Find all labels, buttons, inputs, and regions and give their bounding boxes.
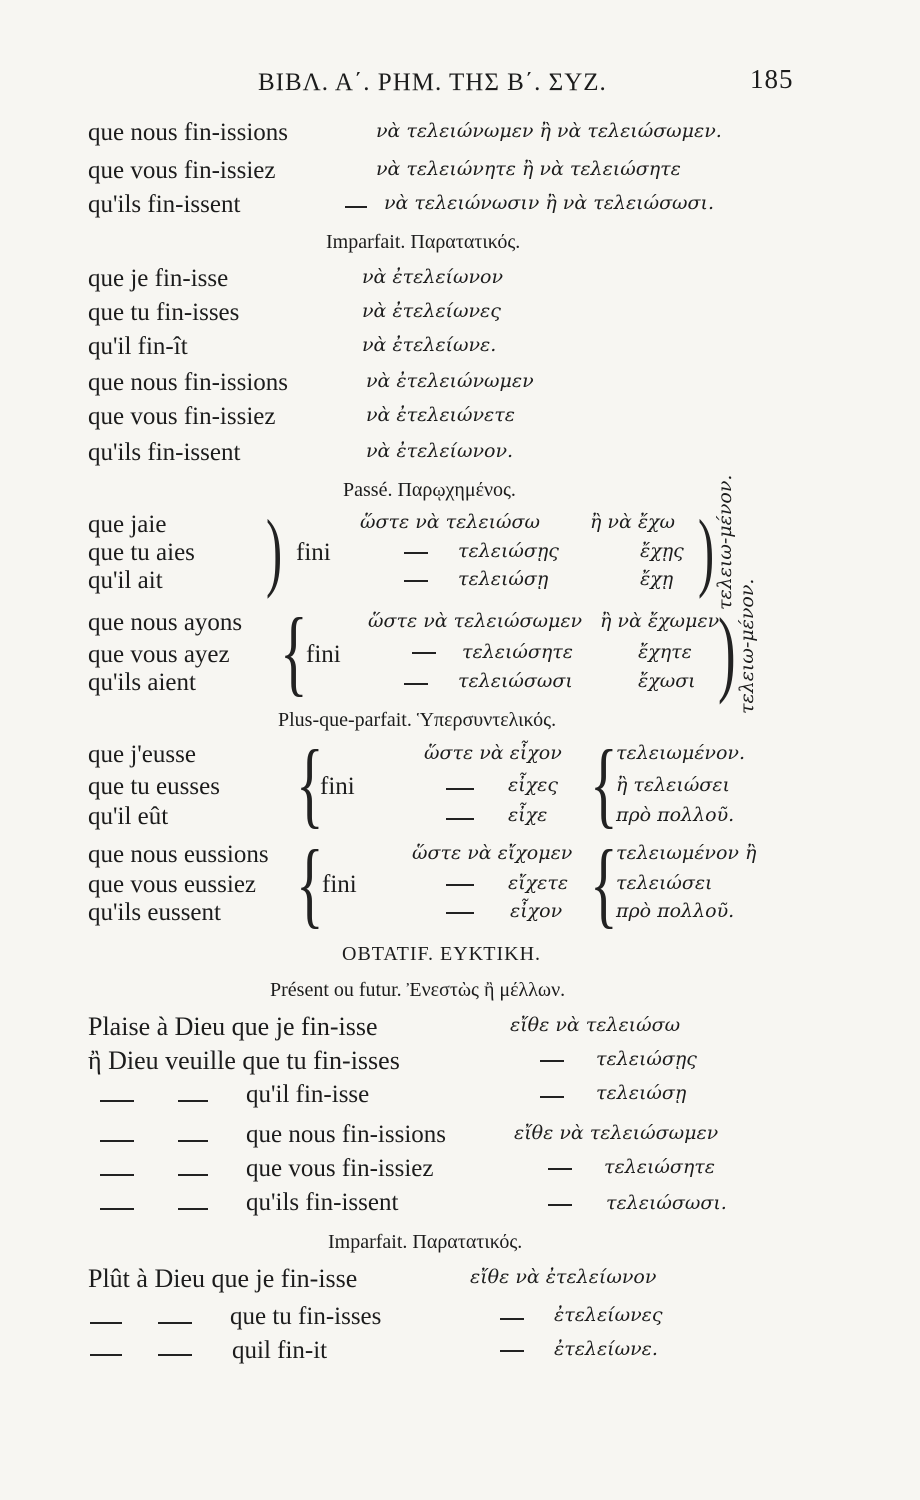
dash xyxy=(178,1100,208,1102)
dash xyxy=(540,1060,564,1062)
dash xyxy=(90,1354,122,1356)
imparfait-fr-1: que je fin-isse xyxy=(88,265,229,292)
opt-present-fr-6: qu'ils fin-issent xyxy=(246,1189,399,1216)
section-heading-imparfait: Imparfait. Παρατατικός. xyxy=(326,231,521,253)
pqp-plur-fini: fini xyxy=(322,871,357,898)
pqp-sing-gr1-2: εἶχες xyxy=(508,774,558,796)
opt-present-gr-4: εἴθε νὰ τελειώσωμεν xyxy=(514,1122,719,1144)
right-brace: ) xyxy=(698,503,715,600)
passe-sing-gr1-3: τελειώσῃ xyxy=(458,568,549,590)
dash xyxy=(446,788,474,790)
dash xyxy=(345,206,367,208)
dash xyxy=(178,1174,208,1176)
dash xyxy=(178,1208,208,1210)
pqp-plur-gr2-2: τελειώσει xyxy=(616,872,713,894)
dash xyxy=(540,1096,564,1098)
imparfait-fr-4: que nous fin-issions xyxy=(88,369,288,396)
page-number: 185 xyxy=(750,64,794,94)
left-brace: { xyxy=(296,730,324,837)
dash xyxy=(100,1140,134,1142)
dash xyxy=(100,1208,134,1210)
imparfait-fr-6: qu'ils fin-issent xyxy=(88,439,241,466)
opt-present-fr-3: qu'il fin-isse xyxy=(246,1081,370,1108)
passe-plur-gr1-1: ὥστε νὰ τελειώσωμεν xyxy=(368,610,583,632)
pqp-sing-gr2-2: ἢ τελειώσει xyxy=(616,774,730,796)
dash xyxy=(548,1168,572,1170)
sub-present-fr-2: que vous fin-issiez xyxy=(88,157,276,184)
section-heading-opt-present: Présent ou futur. Ἐνεστὼς ἢ μέλλων. xyxy=(270,979,566,1001)
opt-imparfait-gr-1: εἴθε νὰ ἐτελείωνον xyxy=(470,1266,657,1288)
dash xyxy=(100,1174,134,1176)
opt-present-gr-2: τελειώσῃς xyxy=(596,1048,697,1070)
dash xyxy=(158,1354,192,1356)
pqp-plur-fr-1: que nous eussions xyxy=(88,841,269,868)
passe-sing-fr-3: qu'il ait xyxy=(88,567,163,594)
opt-present-fr-1: Plaise à Dieu que je fin-isse xyxy=(88,1012,378,1041)
passe-plur-gr2-2: ἔχητε xyxy=(638,641,692,663)
imparfait-gr-1: νὰ ἐτελείωνον xyxy=(362,266,504,288)
sub-present-fr-3: qu'ils fin-issent xyxy=(88,191,241,218)
pqp-sing-fr-1: que j'eusse xyxy=(88,741,196,768)
imparfait-gr-5: νὰ ἐτελειώνετε xyxy=(366,404,515,426)
left-brace: { xyxy=(280,598,308,705)
pqp-plur-gr1-3: εἶχον xyxy=(510,900,563,922)
dash xyxy=(446,912,474,914)
opt-present-fr-5: que vous fin-issiez xyxy=(246,1155,434,1182)
pqp-sing-fr-2: que tu eusses xyxy=(88,773,220,800)
dash xyxy=(500,1350,524,1352)
imparfait-gr-6: νὰ ἐτελείωνον. xyxy=(366,440,514,462)
passe-sing-gr2-1: ἢ νὰ ἔχω xyxy=(590,511,676,533)
passe-plur-fr-3: qu'ils aient xyxy=(88,669,196,696)
sub-present-gr-2: νὰ τελειώνητε ἢ νὰ τελειώσητε xyxy=(376,158,681,180)
passe-plur-side-note: τελειω-μένον. xyxy=(736,578,758,714)
dash xyxy=(100,1100,134,1102)
dash xyxy=(446,884,474,886)
sub-present-gr-3: νὰ τελειώνωσιν ἢ νὰ τελειώσωσι. xyxy=(384,192,715,214)
passe-sing-fr-2: que tu aies xyxy=(88,539,195,566)
running-header: ΒΙΒΛ. Α΄. ΡΗΜ. ΤΗΣ Β΄. ΣΥΖ. xyxy=(258,69,607,96)
pqp-sing-fini: fini xyxy=(320,773,355,800)
pqp-plur-gr2-3: πρὸ πολλοῦ. xyxy=(616,900,735,922)
opt-imparfait-gr-3: ἐτελείωνε. xyxy=(554,1338,658,1360)
imparfait-fr-3: qu'il fin-ît xyxy=(88,333,188,360)
passe-plur-gr2-1: ἢ νὰ ἔχωμεν xyxy=(600,610,720,632)
pqp-plur-gr2-1: τελειωμένον ἢ xyxy=(616,842,757,864)
opt-imparfait-fr-3: quil fin-it xyxy=(232,1337,328,1364)
passe-plur-gr1-3: τελειώσωσι xyxy=(458,670,573,692)
opt-imparfait-gr-2: ἐτελείωνες xyxy=(554,1304,663,1326)
opt-present-fr-4: que nous fin-issions xyxy=(246,1121,446,1148)
section-heading-opt-imparfait: Imparfait. Παρατατικός. xyxy=(328,1231,523,1253)
passe-sing-gr1-1: ὥστε νὰ τελειώσω xyxy=(360,511,540,533)
dash xyxy=(158,1322,192,1324)
passe-plur-fr-1: que nous ayons xyxy=(88,609,243,636)
left-brace: { xyxy=(296,830,324,937)
dash xyxy=(404,552,428,554)
passe-sing-gr2-3: ἔχῃ xyxy=(640,568,674,590)
passe-plur-gr1-2: τελειώσητε xyxy=(462,641,573,663)
sub-present-gr-1: νὰ τελειώνωμεν ἢ νὰ τελειώσωμεν. xyxy=(376,120,722,142)
pqp-plur-fr-3: qu'ils eussent xyxy=(88,899,221,926)
imparfait-gr-4: νὰ ἐτελειώνωμεν xyxy=(366,370,534,392)
passe-sing-side-note: τελειω-μένον. xyxy=(714,474,736,610)
dash xyxy=(548,1204,572,1206)
opt-present-gr-3: τελειώσῃ xyxy=(596,1082,687,1104)
pqp-sing-fr-3: qu'il eût xyxy=(88,803,169,830)
imparfait-gr-3: νὰ ἐτελείωνε. xyxy=(362,334,497,356)
passe-plur-gr2-3: ἔχωσι xyxy=(638,670,696,692)
left-brace: { xyxy=(590,830,618,937)
passe-sing-fini: fini xyxy=(296,539,331,566)
pqp-sing-gr1-1: ὥστε νὰ εἶχον xyxy=(424,742,562,764)
section-heading-optatif: OBTATIF. ΕΥΚΤΙΚΗ. xyxy=(342,943,542,965)
imparfait-fr-5: que vous fin-issiez xyxy=(88,403,276,430)
dash xyxy=(178,1140,208,1142)
left-brace: { xyxy=(590,730,618,837)
imparfait-fr-2: que tu fin-isses xyxy=(88,299,240,326)
pqp-sing-gr2-3: πρὸ πολλοῦ. xyxy=(616,804,735,826)
passe-sing-fr-1: que jaie xyxy=(88,511,167,538)
right-brace: ) xyxy=(266,503,283,600)
pqp-plur-gr1-2: εἴχετε xyxy=(508,872,569,894)
pqp-plur-fr-2: que vous eussiez xyxy=(88,871,257,898)
opt-present-gr-5: τελειώσητε xyxy=(604,1156,715,1178)
passe-plur-fr-2: que vous ayez xyxy=(88,641,230,668)
sub-present-fr-1: que nous fin-issions xyxy=(88,119,288,146)
passe-sing-gr1-2: τελειώσῃς xyxy=(458,540,559,562)
opt-present-gr-6: τελειώσωσι. xyxy=(606,1192,727,1214)
opt-imparfait-fr-1: Plût à Dieu que je fin-isse xyxy=(88,1264,358,1293)
section-heading-passe: Passé. Παρῳχημένος. xyxy=(343,479,516,501)
pqp-plur-gr1-1: ὥστε νὰ εἴχομεν xyxy=(412,842,573,864)
opt-present-gr-1: εἴθε νὰ τελειώσω xyxy=(510,1014,681,1036)
opt-imparfait-fr-2: que tu fin-isses xyxy=(230,1303,382,1330)
imparfait-gr-2: νὰ ἐτελείωνες xyxy=(362,300,501,322)
dash xyxy=(446,818,474,820)
dash xyxy=(404,580,428,582)
opt-present-fr-2: ἢ Dieu veuille que tu fin-isses xyxy=(88,1046,400,1075)
dash xyxy=(90,1322,122,1324)
pqp-sing-gr2-1: τελειωμένον. xyxy=(616,742,746,764)
section-heading-pqp: Plus-que-parfait. Ὑπερσυντελικός. xyxy=(278,709,557,731)
right-brace: ) xyxy=(718,598,736,705)
dash xyxy=(500,1318,524,1320)
passe-plur-fini: fini xyxy=(306,641,341,668)
dash xyxy=(404,683,428,685)
passe-sing-gr2-2: ἔχῃς xyxy=(640,540,684,562)
dash xyxy=(412,652,436,654)
pqp-sing-gr1-3: εἶχε xyxy=(508,804,548,826)
